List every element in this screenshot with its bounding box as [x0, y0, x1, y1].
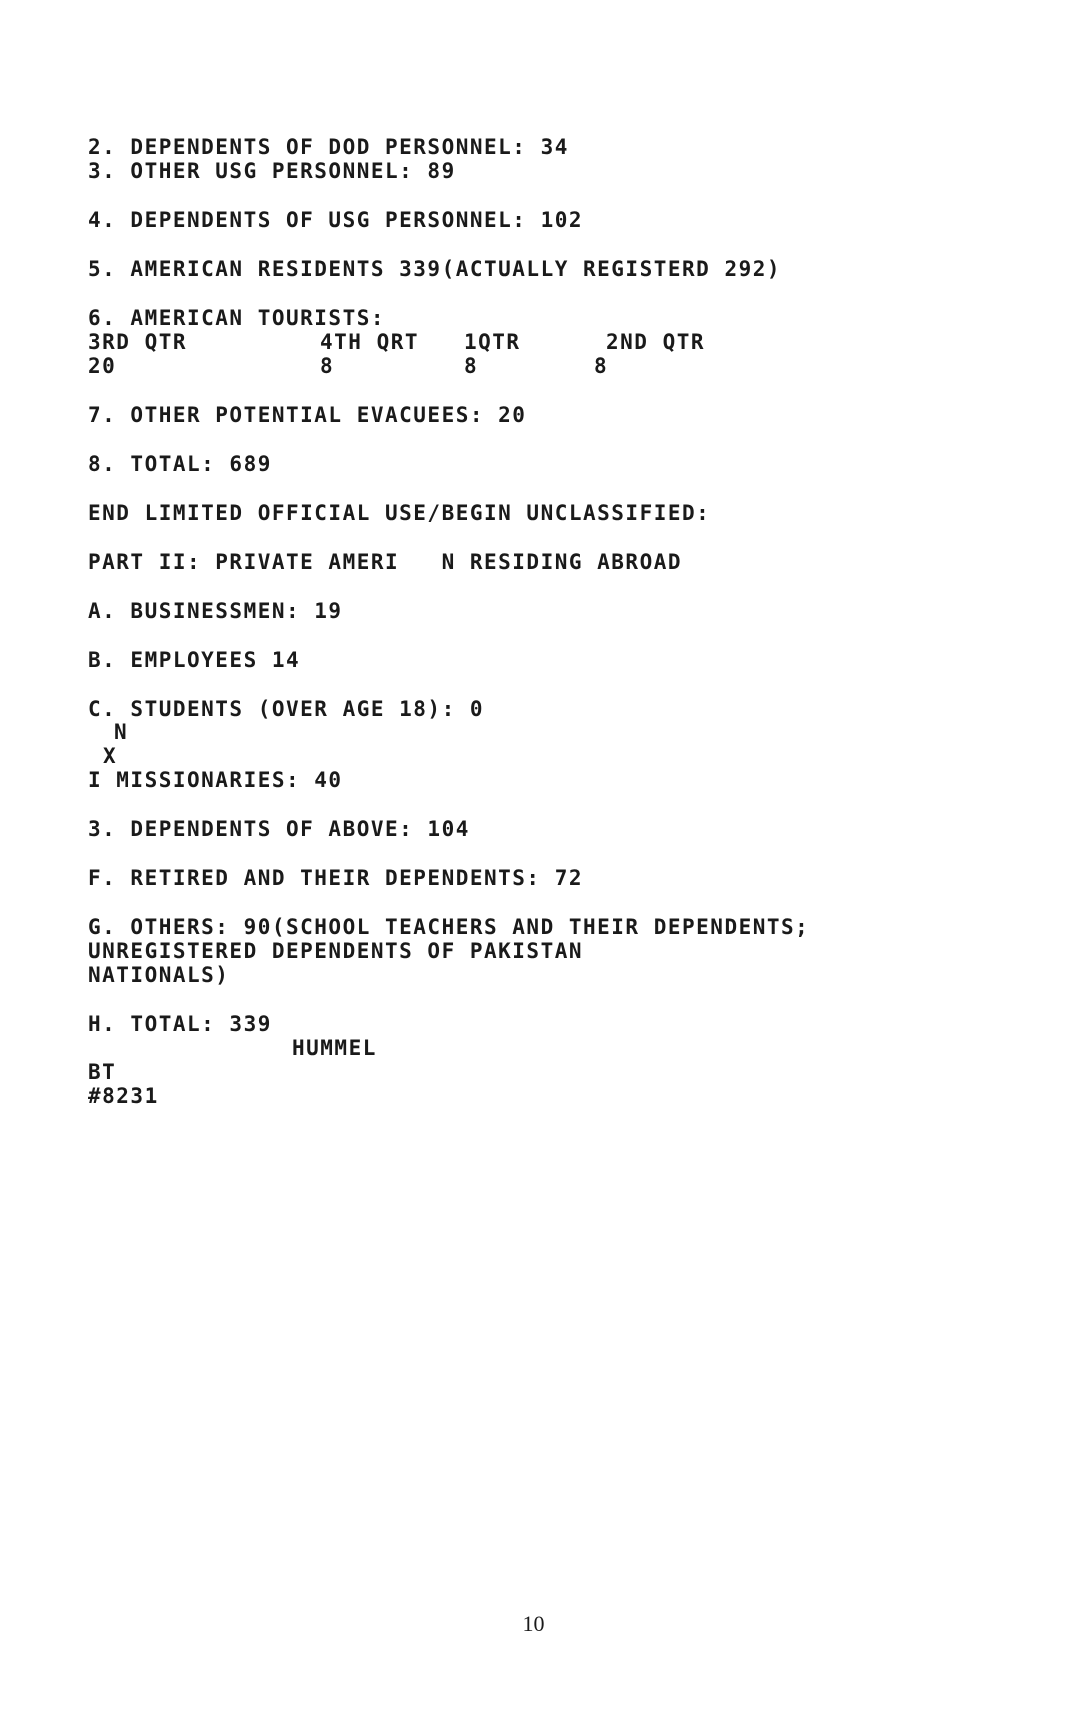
tourists-header-2nd-qtr: 2ND QTR	[606, 330, 706, 354]
stray-mark-x: X	[103, 744, 118, 768]
line-retired: F. RETIRED AND THEIR DEPENDENTS: 72	[88, 866, 584, 890]
line-usg-dependents: 4. DEPENDENTS OF USG PERSONNEL: 102	[88, 208, 584, 232]
tourists-header-1qtr: 1QTR	[464, 330, 521, 354]
line-students: C. STUDENTS (OVER AGE 18): 0	[88, 697, 485, 721]
line-american-residents: 5. AMERICAN RESIDENTS 339(ACTUALLY REGISTERD 292)	[88, 257, 782, 281]
line-nationals: NATIONALS)	[88, 963, 230, 987]
tourists-value-4th-qrt: 8	[320, 354, 335, 378]
page-number: 10	[522, 1611, 545, 1636]
tourists-header-4th-qrt: 4TH QRT	[320, 330, 420, 354]
line-other-evacuees: 7. OTHER POTENTIAL EVACUEES: 20	[88, 403, 527, 427]
tourists-value-3rd-qtr: 20	[88, 354, 117, 378]
signature-hummel: HUMMEL	[292, 1036, 377, 1060]
line-dependents-of-above: 3. DEPENDENTS OF ABOVE: 104	[88, 817, 470, 841]
line-bt: BT	[88, 1060, 117, 1084]
line-total-689: 8. TOTAL: 689	[88, 452, 272, 476]
line-message-number: #8231	[88, 1084, 159, 1108]
stray-mark-n: N	[114, 720, 129, 744]
line-businessmen: A. BUSINESSMEN: 19	[88, 599, 343, 623]
tourists-header-3rd-qtr: 3RD QTR	[88, 330, 188, 354]
tourists-value-2nd-qtr: 8	[594, 354, 609, 378]
line-employees: B. EMPLOYEES 14	[88, 648, 301, 672]
line-missionaries: I MISSIONARIES: 40	[88, 768, 343, 792]
line-end-limited-official-use: END LIMITED OFFICIAL USE/BEGIN UNCLASSIFIED:	[88, 501, 711, 525]
line-total-339: H. TOTAL: 339	[88, 1012, 272, 1036]
line-part-ii-heading: PART II: PRIVATE AMERI N RESIDING ABROAD	[88, 550, 683, 574]
line-other-usg-personnel: 3. OTHER USG PERSONNEL: 89	[88, 159, 456, 183]
line-american-tourists: 6. AMERICAN TOURISTS:	[88, 306, 386, 330]
line-dod-dependents: 2. DEPENDENTS OF DOD PERSONNEL: 34	[88, 135, 569, 159]
line-unregistered-dependents: UNREGISTERED DEPENDENTS OF PAKISTAN	[88, 939, 584, 963]
line-others: G. OTHERS: 90(SCHOOL TEACHERS AND THEIR DEPENDENTS;	[88, 915, 810, 939]
tourists-value-1qtr: 8	[464, 354, 479, 378]
